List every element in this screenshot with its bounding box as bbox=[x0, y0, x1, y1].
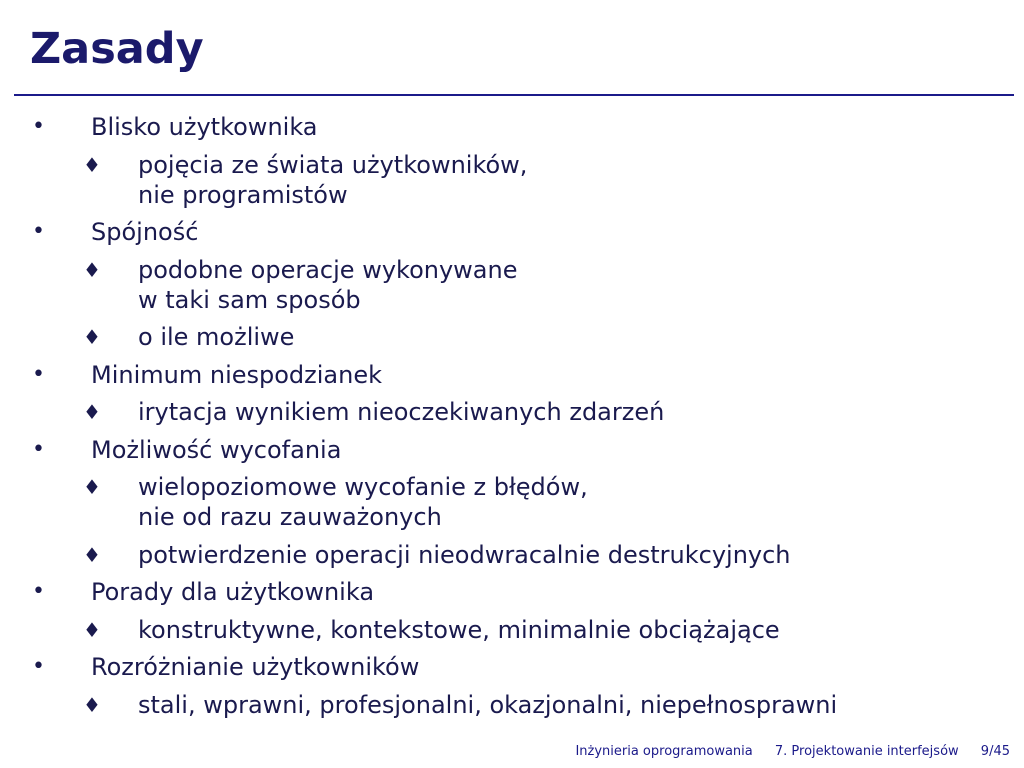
sub-bullet-item bbox=[0, 255, 1024, 315]
bullet-text: Możliwość wycofania bbox=[91, 435, 342, 464]
diamond-bullet-icon: ♦ bbox=[83, 152, 101, 177]
bullet-dot-icon: • bbox=[32, 436, 45, 462]
slide-footer bbox=[557, 744, 1010, 759]
diamond-bullet-icon: ♦ bbox=[83, 542, 101, 567]
bullet-dot-icon: • bbox=[32, 579, 45, 604]
bullet-item bbox=[0, 217, 1024, 247]
bullet-text: Minimum niespodzianek bbox=[91, 360, 382, 389]
bullet-text: potwierdzenie operacji nieodwracalnie destrukcyjnych bbox=[138, 540, 791, 569]
bullet-text: Rozróżnianie użytkowników bbox=[91, 653, 420, 681]
diamond-bullet-icon: ♦ bbox=[83, 325, 101, 349]
bullet-text: nie programistów bbox=[138, 180, 348, 209]
sub-bullet-item bbox=[0, 472, 1024, 532]
title-divider bbox=[14, 94, 1014, 96]
bullet-item bbox=[0, 112, 1024, 142]
sub-bullet-item bbox=[0, 690, 1024, 720]
bullet-item bbox=[0, 360, 1024, 390]
bullet-text: o ile możliwe bbox=[138, 323, 295, 351]
bullet-text: stali, wprawni, profesjonalni, okazjonalni, niepełnosprawni bbox=[138, 690, 838, 719]
sub-bullet-item bbox=[0, 540, 1024, 570]
bullet-dot-icon: • bbox=[32, 114, 45, 139]
sub-bullet-item bbox=[0, 615, 1024, 645]
diamond-bullet-icon: ♦ bbox=[83, 475, 101, 499]
footer-page-number: 9/45 bbox=[980, 744, 1010, 759]
bullet-text: podobne operacje wykonywane bbox=[138, 255, 518, 284]
bullet-dot-icon: • bbox=[32, 219, 45, 244]
bullet-text: w taki sam sposób bbox=[138, 285, 361, 314]
diamond-bullet-icon: ♦ bbox=[83, 692, 101, 717]
diamond-bullet-icon: ♦ bbox=[83, 617, 101, 642]
bullet-item bbox=[0, 652, 1024, 682]
diamond-bullet-icon: ♦ bbox=[83, 400, 101, 424]
slide-title: Zasady bbox=[30, 24, 204, 74]
diamond-bullet-icon: ♦ bbox=[83, 257, 101, 282]
bullet-text: Spójność bbox=[91, 218, 199, 246]
sub-bullet-item bbox=[0, 322, 1024, 352]
bullet-dot-icon: • bbox=[32, 361, 45, 387]
bullet-text: Porady dla użytkownika bbox=[91, 578, 375, 606]
sub-bullet-item bbox=[0, 150, 1024, 210]
footer-lecture: 7. Projektowanie interfejsów bbox=[774, 744, 959, 759]
bullet-text: Blisko użytkownika bbox=[91, 113, 318, 141]
footer-course: Inżynieria oprogramowania bbox=[575, 744, 753, 759]
bullet-item bbox=[0, 435, 1024, 465]
bullet-text: wielopoziomowe wycofanie z błędów, bbox=[138, 473, 588, 501]
bullet-text: konstruktywne, kontekstowe, minimalnie obciążające bbox=[138, 615, 780, 644]
bullet-item bbox=[0, 577, 1024, 607]
bullet-list bbox=[0, 112, 1024, 720]
bullet-dot-icon: • bbox=[32, 654, 45, 679]
bullet-text: pojęcia ze świata użytkowników, bbox=[138, 150, 528, 179]
bullet-text: irytacja wynikiem nieoczekiwanych zdarzeń bbox=[138, 398, 665, 426]
bullet-text: nie od razu zauważonych bbox=[138, 503, 442, 531]
sub-bullet-item bbox=[0, 397, 1024, 427]
